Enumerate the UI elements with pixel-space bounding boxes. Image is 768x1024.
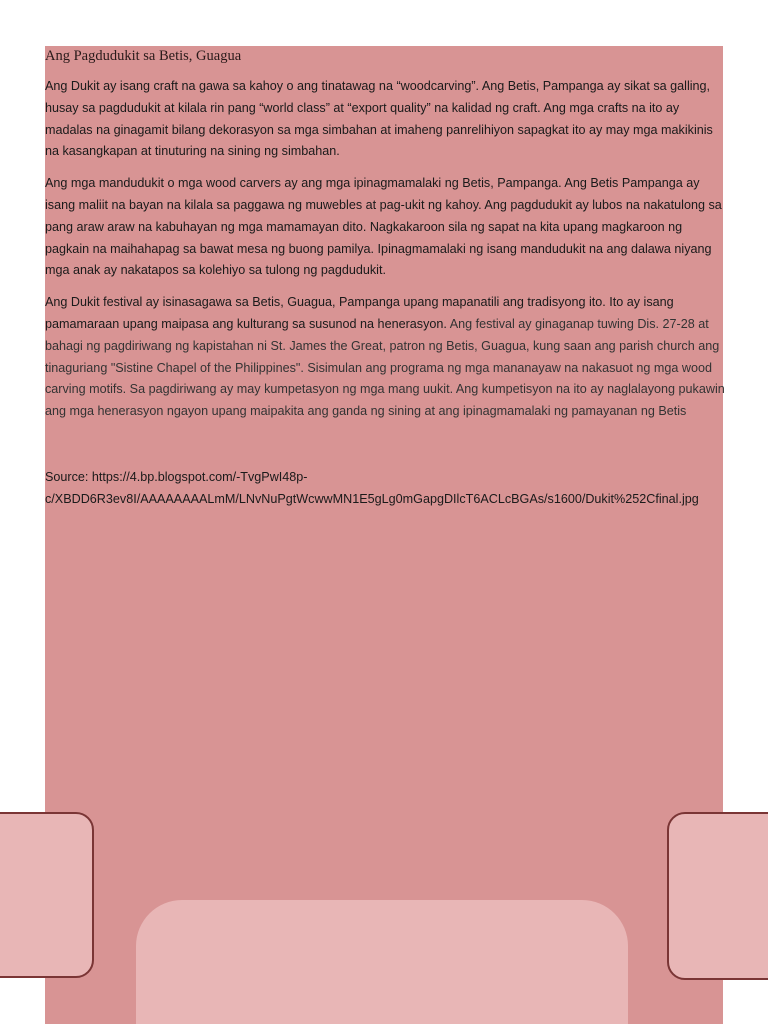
source-citation: Source: https://4.bp.blogspot.com/-TvgPwI48p-c/XBDD6R3ev8I/AAAAAAAALmM/LNvNuPgtWcwwMN1E5gLg0mGapgDIlcT6ACLcBGAs/s1600/Dukit%252Cfinal.jpg bbox=[45, 469, 699, 506]
paragraph-2: Ang mga mandudukit o mga wood carvers ay ang mga ipinagmamalaki ng Betis, Pampanga. Ang Betis Pampanga ay isang maliit na bayan na kilala sa paggawa ng muwebles at pag-ukit ng kahoy. Ang pagdudukit ay lubos na nakatulong sa pang araw araw na kabuhayan ng mga mamamayan dito. Nagkakaroon sila ng sapat na kita upang magkaroon ng pagkain na maihahapag sa bawat mesa ng buong pamilya. Ipinagmamalaki ng isang mandudukit na ang dalawa niyang mga anak ay nakatapos sa kolehiyo sa tulong ng pagdudukit. bbox=[45, 176, 722, 278]
decorative-bottom-shape bbox=[136, 900, 628, 1024]
decorative-right-shape bbox=[667, 812, 768, 980]
document-title: Ang Pagdudukit sa Betis, Guagua bbox=[45, 48, 242, 64]
paragraph-3 bbox=[45, 292, 725, 423]
paragraph-3-part-1: Ang Dukit festival ay isinasagawa sa Betis, Guagua, Pampanga upang mapanatili ang tradisyong ito. Ito ay isang pamamaraan upang maipasa ang kulturang sa susunod na henerasyon. bbox=[45, 295, 674, 331]
decorative-left-shape bbox=[0, 812, 94, 978]
paragraph-3-part-2: Ang festival ay ginaganap tuwing Dis. 27-28 at bahagi ng pagdiriwang ng kapistahan ni St. James the Great, patron ng Betis, Guagua, kung saan ang parish church ang tinaguriang "Sistine Chapel of the Philippines". Sisimulan ang programa ng mga mananayaw na nakasuot ng mga wood carving motifs. Sa pagdiriwang ay may kumpetasyon ng mga mang uukit. Ang kumpetisyon na ito ay naglalayong pukawin ang mga henerasyon ngayon upang maipakita ang ganda ng sining at ang ipinagmamalaki ng pamayanan ng Betis bbox=[45, 316, 725, 419]
document-content bbox=[45, 46, 725, 521]
paragraph-1: Ang Dukit ay isang craft na gawa sa kahoy o ang tinatawag na “woodcarving”. Ang Betis, Pampanga ay sikat sa galling, husay sa pagdudukit at kilala rin pang “world class” at “export quality” na kalidad ng craft. Ang mga crafts na ito ay madalas na ginagamit bilang dekorasyon sa mga simbahan at imaheng panrelihiyon sapagkat ito ay may mga makikinis na kasangkapan at tinuturing na sining ng simbahan. bbox=[45, 79, 713, 159]
